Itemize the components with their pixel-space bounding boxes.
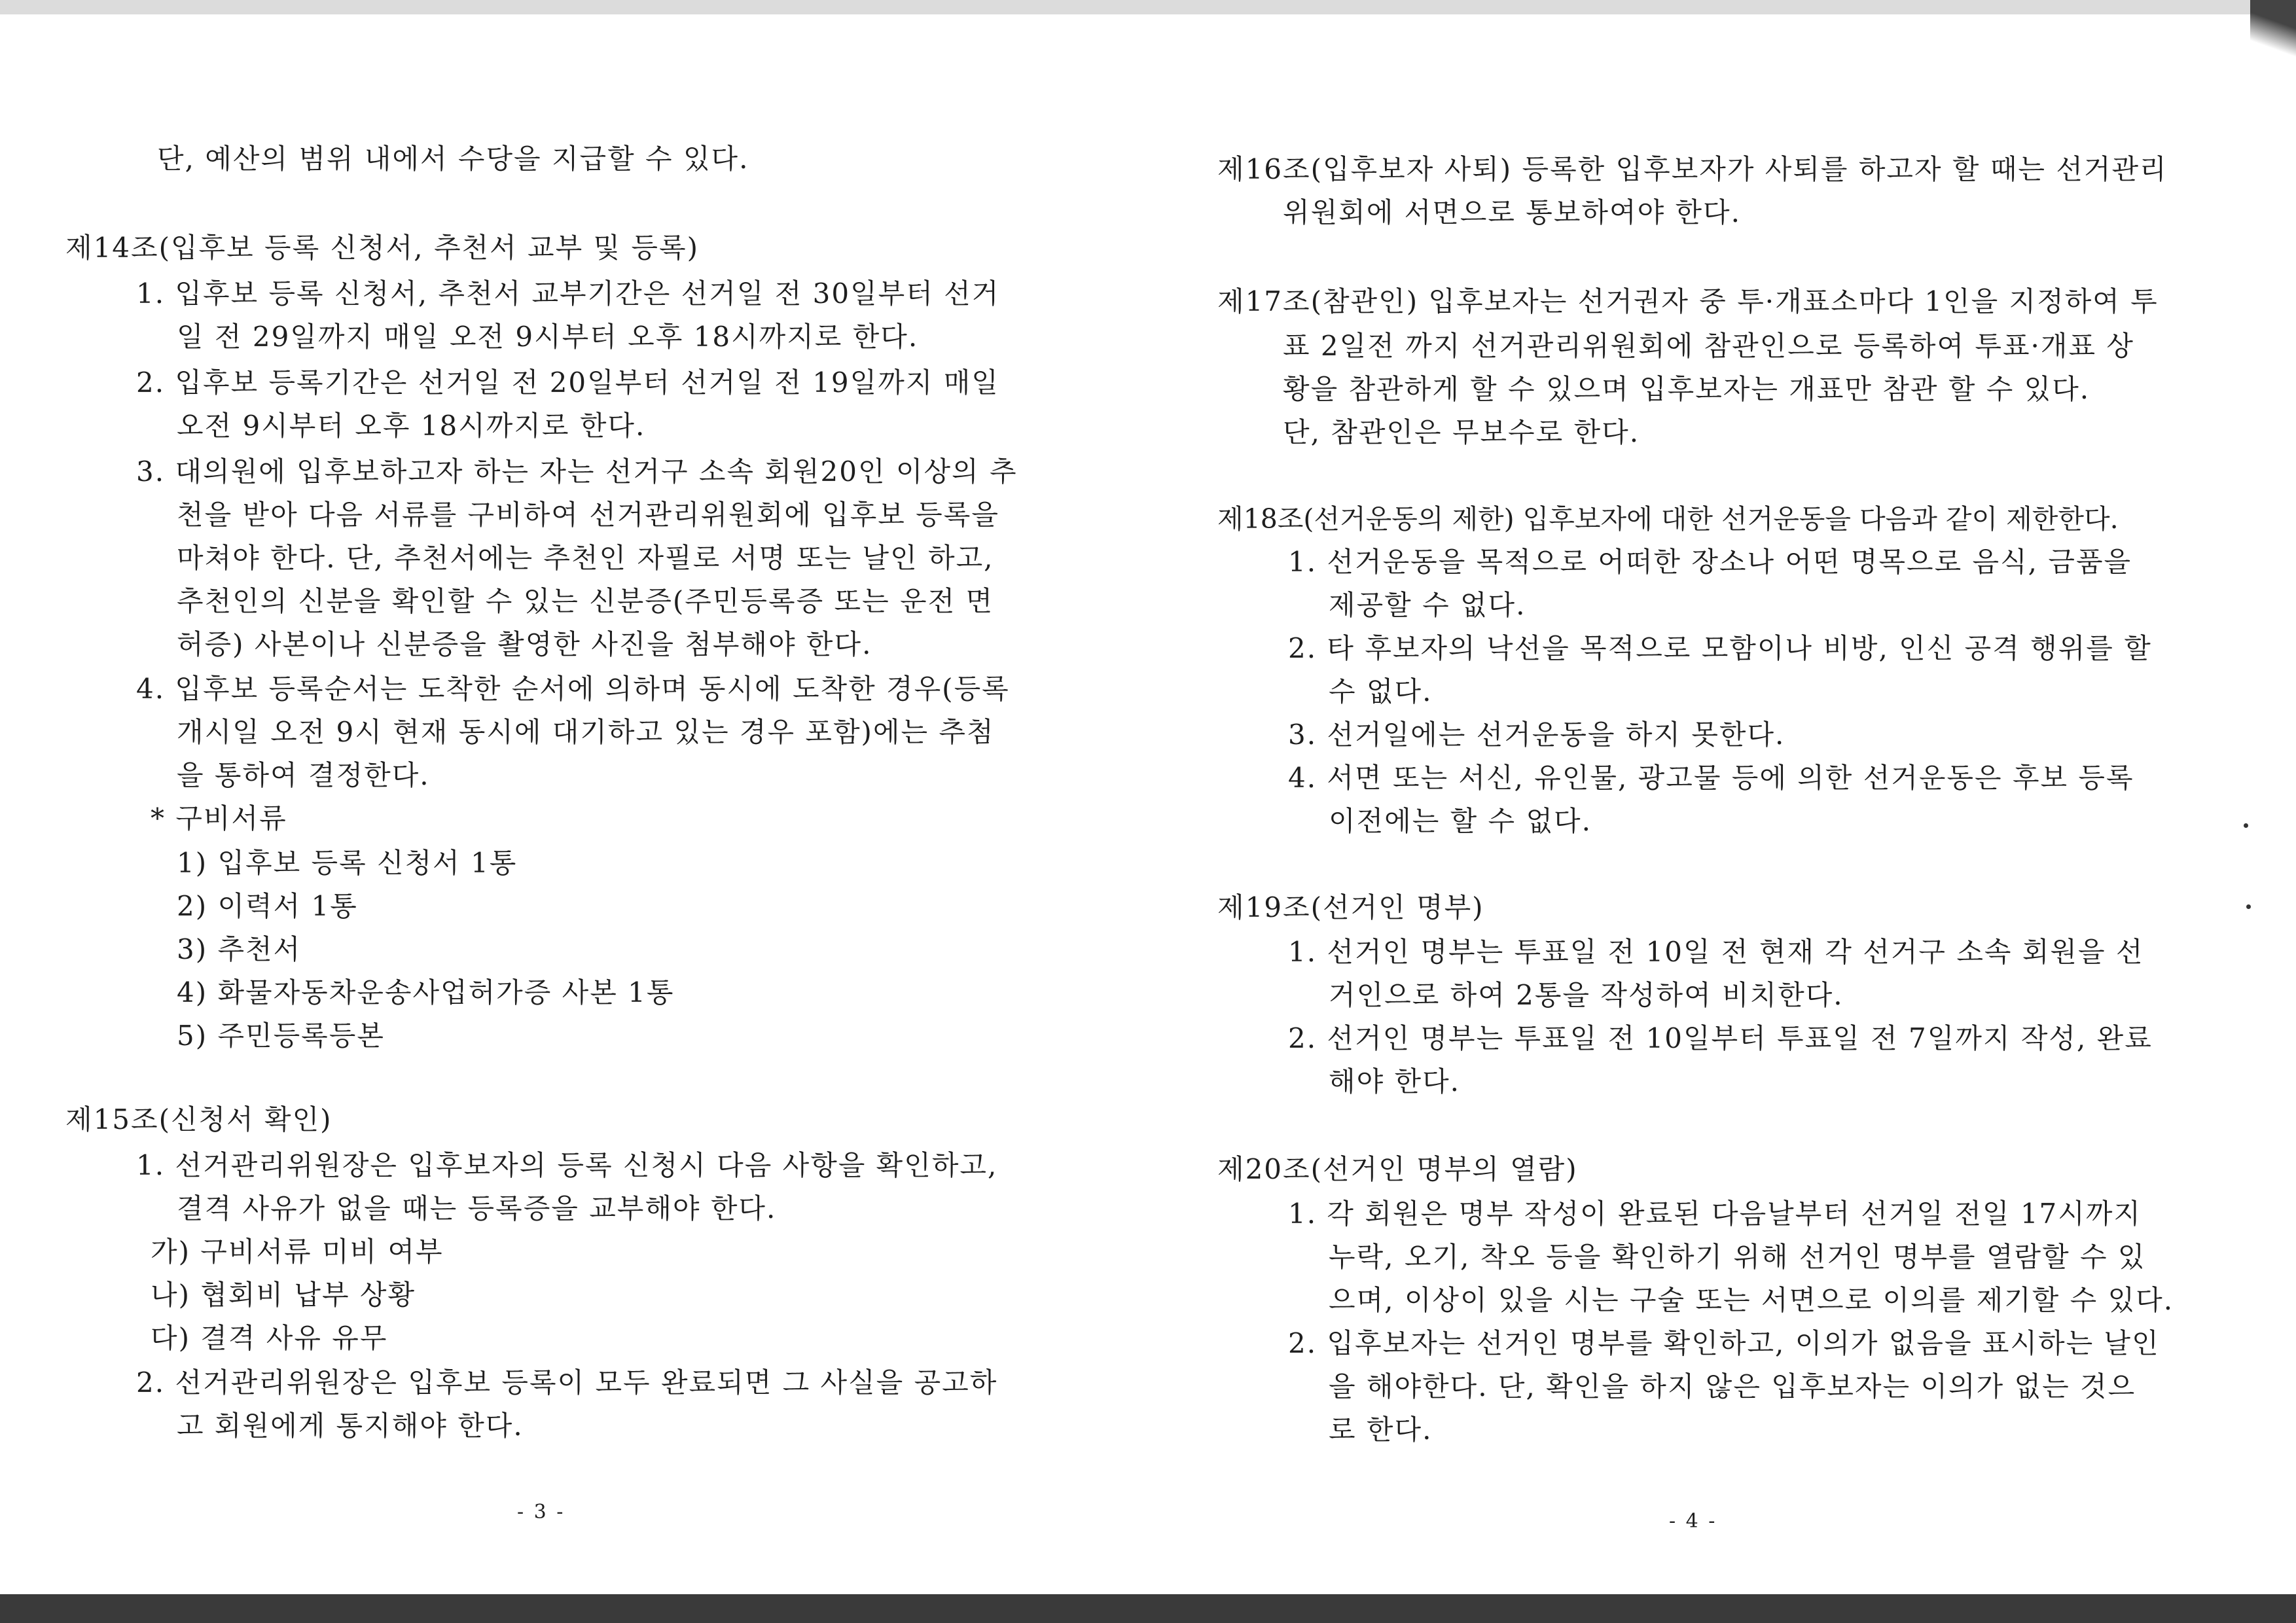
list-item-continuation: 이전에는 할 수 없다. [1329,805,1592,837]
sub-item: 가) 구비서류 미비 여부 [151,1236,444,1268]
list-item-continuation: 천을 받아 다음 서류를 구비하여 선거관리위원회에 입후보 등록을 [177,499,999,531]
list-item-continuation: 위원회에 서면으로 통보하여야 한다. [1283,196,1741,228]
sub-item: 4) 화물자동차운송사업허가증 사본 1통 [177,976,675,1008]
scan-speck [2244,823,2248,828]
list-item: 2. 선거인 명부는 투표일 전 10일부터 투표일 전 7일까지 작성, 완료 [1288,1022,2153,1054]
sub-item: 5) 주민등록등본 [177,1020,385,1052]
page-number: - 4 - [1669,1510,1717,1533]
list-item-continuation: 으며, 이상이 있을 시는 구술 또는 서면으로 이의를 제기할 수 있다. [1329,1284,2174,1316]
list-item: 1. 선거인 명부는 투표일 전 10일 전 현재 각 선거구 소속 회원을 선 [1288,936,2144,968]
scan-speck [2246,904,2251,909]
text-line: 단, 예산의 범위 내에서 수당을 지급할 수 있다. [157,143,749,175]
list-item-continuation: 로 한다. [1329,1414,1433,1446]
list-item-continuation: 수 없다. [1329,675,1433,707]
list-item-continuation: 단, 참관인은 무보수로 한다. [1283,416,1640,448]
article-heading: 제18조(선거운동의 제한) 입후보자에 대한 선거운동을 다음과 같이 제한한다. [1217,503,2119,535]
list-item-continuation: 고 회원에게 통지해야 한다. [177,1410,524,1442]
list-item: 4. 서면 또는 서신, 유인물, 광고물 등에 의한 선거운동은 후보 등록 [1288,762,2134,794]
list-item-continuation: 표 2일전 까지 선거관리위원회에 참관인으로 등록하여 투표·개표 상 [1283,330,2134,362]
list-item: 1. 각 회원은 명부 작성이 완료된 다음날부터 선거일 전일 17시까지 [1288,1198,2142,1230]
scan-edge-bottom [0,1594,2296,1623]
list-item-continuation: 거인으로 하여 2통을 작성하여 비치한다. [1329,979,1844,1011]
list-item-continuation: 을 해야한다. 단, 확인을 하지 않은 입후보자는 이의가 없는 것으 [1329,1370,2136,1402]
sub-item: 3) 추천서 [177,933,302,965]
list-item-continuation: 일 전 29일까지 매일 오전 9시부터 오후 18시까지로 한다. [177,321,919,353]
list-item-continuation: 황을 참관하게 할 수 있으며 입후보자는 개표만 참관 할 수 있다. [1283,373,2090,405]
list-item-continuation: 을 통하여 결정한다. [177,759,430,791]
list-item: 1. 입후보 등록 신청서, 추천서 교부기간은 선거일 전 30일부터 선거 [136,277,1000,310]
scan-edge-top [0,0,2296,14]
article-heading: 제20조(선거인 명부의 열람) [1217,1153,1578,1185]
page-number: - 3 - [517,1501,565,1524]
article-heading: 제19조(선거인 명부) [1217,891,1484,923]
list-item: 2. 타 후보자의 낙선을 목적으로 모함이나 비방, 인신 공격 행위를 할 [1288,632,2152,664]
list-item-continuation: 해야 한다. [1329,1065,1460,1097]
list-item: 3. 대의원에 입후보하고자 하는 자는 선거구 소속 회원20인 이상의 추 [136,455,1018,488]
list-item-continuation: 결격 사유가 없을 때는 등록증을 교부해야 한다. [177,1192,777,1224]
list-item-continuation: 추천인의 신분을 확인할 수 있는 신분증(주민등록증 또는 운전 면 [177,585,994,617]
article-heading: 제15조(신청서 확인) [65,1103,332,1135]
scan-corner-shadow [2250,0,2296,79]
list-item-continuation: 제공할 수 없다. [1329,589,1526,621]
sub-item: 다) 결격 사유 유무 [151,1322,388,1354]
article-heading: 제17조(참관인) 입후보자는 선거권자 중 투·개표소마다 1인을 지정하여 투 [1217,285,2159,317]
note-heading: * 구비서류 [151,802,287,834]
list-item: 1. 선거운동을 목적으로 어떠한 장소나 어떤 명목으로 음식, 금품을 [1288,546,2132,578]
list-item: 1. 선거관리위원장은 입후보자의 등록 신청시 다음 사항을 확인하고, [136,1149,998,1181]
list-item-continuation: 허증) 사본이나 신분증을 촬영한 사진을 첨부해야 한다. [177,628,872,660]
article-heading: 제14조(입후보 등록 신청서, 추천서 교부 및 등록) [65,232,699,264]
article-heading: 제16조(입후보자 사퇴) 등록한 입후보자가 사퇴를 하고자 할 때는 선거관리 [1217,153,2168,185]
sub-item: 나) 협회비 납부 상황 [151,1279,416,1311]
list-item-continuation: 마쳐야 한다. 단, 추천서에는 추천인 자필로 서명 또는 날인 하고, [177,542,994,574]
list-item-continuation: 오전 9시부터 오후 18시까지로 한다. [177,410,646,442]
list-item: 2. 선거관리위원장은 입후보 등록이 모두 완료되면 그 사실을 공고하 [136,1366,998,1399]
sub-item: 1) 입후보 등록 신청서 1통 [177,847,518,879]
list-item: 4. 입후보 등록순서는 도착한 순서에 의하며 동시에 도착한 경우(등록 [136,673,1010,705]
list-item: 2. 입후보자는 선거인 명부를 확인하고, 이의가 없음을 표시하는 날인 [1288,1327,2160,1359]
sub-item: 2) 이력서 1통 [177,890,358,922]
list-item: 2. 입후보 등록기간은 선거일 전 20일부터 선거일 전 19일까지 매일 [136,366,999,399]
list-item: 3. 선거일에는 선거운동을 하지 못한다. [1288,719,1785,751]
list-item-continuation: 개시일 오전 9시 현재 동시에 대기하고 있는 경우 포함)에는 추첨 [177,716,995,748]
list-item-continuation: 누락, 오기, 착오 등을 확인하기 위해 선거인 명부를 열람할 수 있 [1329,1241,2146,1273]
